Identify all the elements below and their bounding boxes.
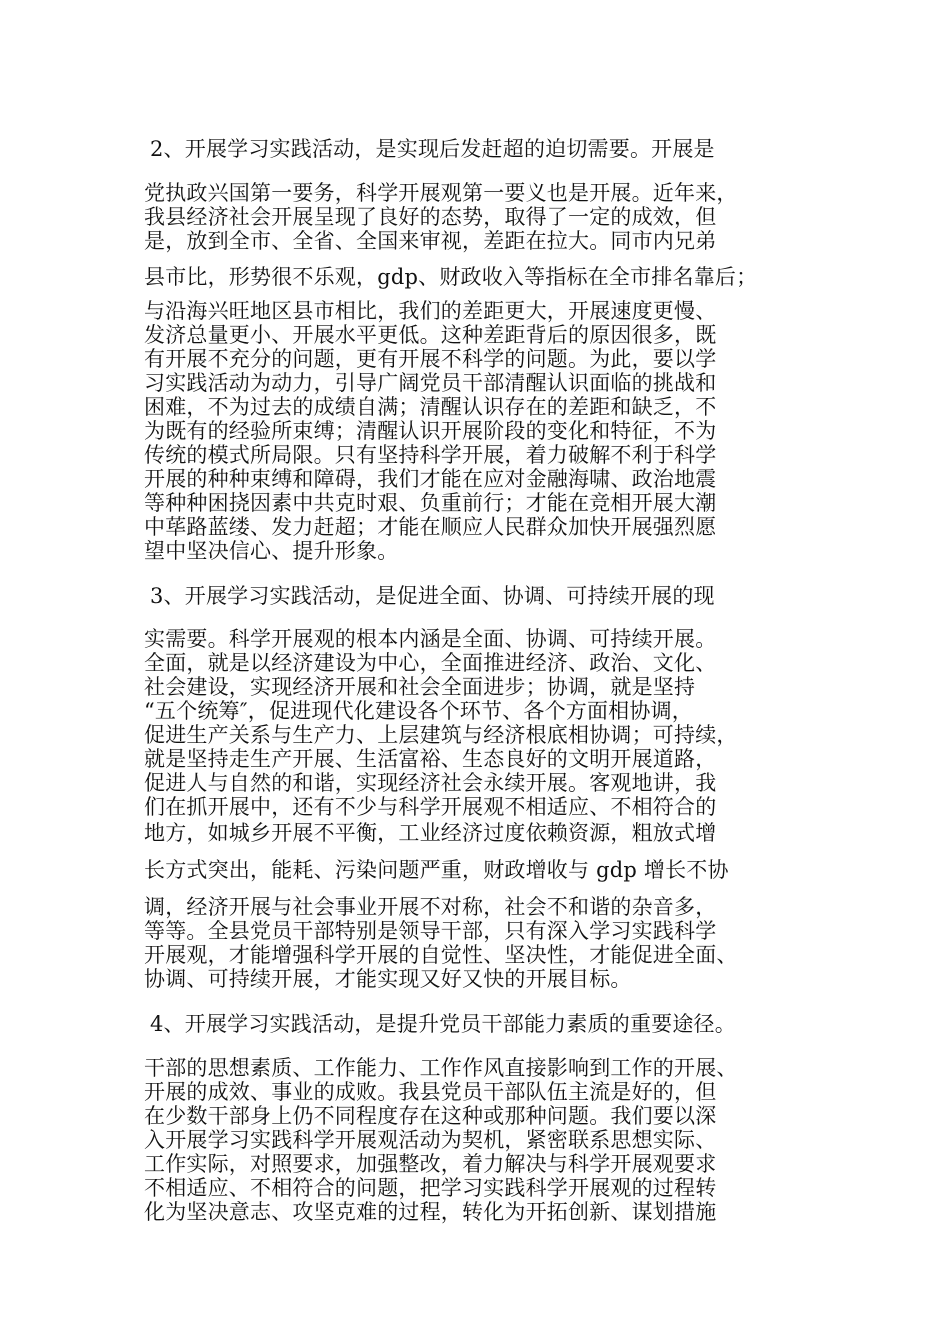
text-line: 长方式突出，能耗、污染问题严重，财政增收与 gdp 增长不协 <box>144 858 729 882</box>
text-line: 实需要。科学开展观的根本内涵是全面、协调、可持续开展。 <box>144 627 717 651</box>
text-line: 与沿海兴旺地区县市相比，我们的差距更大，开展速度更慢、 <box>144 299 717 323</box>
text-line: 化为坚决意志、攻坚克难的过程，转化为开拓创新、谋划措施 <box>144 1200 717 1224</box>
text-line: 们在抓开展中，还有不少与科学开展观不相适应、不相符合的 <box>144 795 717 819</box>
text-line: 干部的思想素质、工作能力、工作作风直接影响到工作的开展、 <box>144 1056 738 1080</box>
text-line: 地方，如城乡开展不平衡，工业经济过度依赖资源，粗放式增 <box>144 821 717 845</box>
text-line: 就是坚持走生产开展、生活富裕、生态良好的文明开展道路， <box>144 747 717 771</box>
text-line: 促进生产关系与生产力、上层建筑与经济根底相协调；可持续， <box>144 723 738 747</box>
text-line: 社会建设，实现经济开展和社会全面进步；协调，就是坚持 <box>144 675 696 699</box>
text-line: 协调、可持续开展，才能实现又好又快的开展目标。 <box>144 967 632 991</box>
paragraph-2-heading-line: 2、开展学习实践活动，是实现后发赶超的迫切需要。开展是 <box>150 137 715 161</box>
text-line: 全面，就是以经济建设为中心，全面推进经济、政治、文化、 <box>144 651 717 675</box>
text-line: 中荜路蓝缕、发力赶超；才能在顺应人民群众加快开展强烈愿 <box>144 515 717 539</box>
text-line: 开展观，才能增强科学开展的自觉性、坚决性，才能促进全面、 <box>144 943 738 967</box>
paragraph-4-heading-line: 4、开展学习实践活动，是提升党员干部能力素质的重要途径。 <box>150 1012 736 1036</box>
text-line: 不相适应、不相符合的问题，把学习实践科学开展观的过程转 <box>144 1176 717 1200</box>
text-line: 开展的成效、事业的成败。我县党员干部队伍主流是好的，但 <box>144 1080 717 1104</box>
text-line: 习实践活动为动力，引导广阔党员干部清醒认识面临的挑战和 <box>144 371 717 395</box>
text-line: 有开展不充分的问题，更有开展不科学的问题。为此，要以学 <box>144 347 717 371</box>
text-line: 发济总量更小、开展水平更低。这种差距背后的原因很多，既 <box>144 323 717 347</box>
text-line: 入开展学习实践科学开展观活动为契机，紧密联系思想实际、 <box>144 1128 717 1152</box>
text-line: 是，放到全市、全省、全国来审视，差距在拉大。同市内兄弟 <box>144 229 717 253</box>
text-line: 党执政兴国第一要务，科学开展观第一要义也是开展。近年来， <box>144 181 738 205</box>
text-line: 等种种困挠因素中共克时艰、负重前行；才能在竞相开展大潮 <box>144 491 717 515</box>
text-line: 县市比，形势很不乐观，gdp、财政收入等指标在全市排名靠后； <box>144 265 758 289</box>
text-line: 为既有的经验所束缚；清醒认识开展阶段的变化和特征，不为 <box>144 419 717 443</box>
text-line: 调，经济开展与社会事业开展不对称，社会不和谐的杂音多， <box>144 895 717 919</box>
text-line: 开展的种种束缚和障碍，我们才能在应对金融海啸、政治地震 <box>144 467 717 491</box>
text-line: 工作实际，对照要求，加强整改，着力解决与科学开展观要求 <box>144 1152 717 1176</box>
text-line: 传统的模式所局限。只有坚持科学开展，着力破解不利于科学 <box>144 443 717 467</box>
paragraph-3-heading-line: 3、开展学习实践活动，是促进全面、协调、可持续开展的现 <box>150 584 715 608</box>
text-line: “五个统筹″，促进现代化建设各个环节、各个方面相协调， <box>144 699 693 723</box>
text-line: 困难，不为过去的成绩自满；清醒认识存在的差距和缺乏，不 <box>144 395 717 419</box>
text-line: 等等。全县党员干部特别是领导干部，只有深入学习实践科学 <box>144 919 717 943</box>
text-line: 在少数干部身上仍不同程度存在这种或那种问题。我们要以深 <box>144 1104 717 1128</box>
text-line: 我县经济社会开展呈现了良好的态势，取得了一定的成效，但 <box>144 205 717 229</box>
text-line: 望中坚决信心、提升形象。 <box>144 539 399 563</box>
text-line: 促进人与自然的和谐，实现经济社会永续开展。客观地讲，我 <box>144 771 717 795</box>
